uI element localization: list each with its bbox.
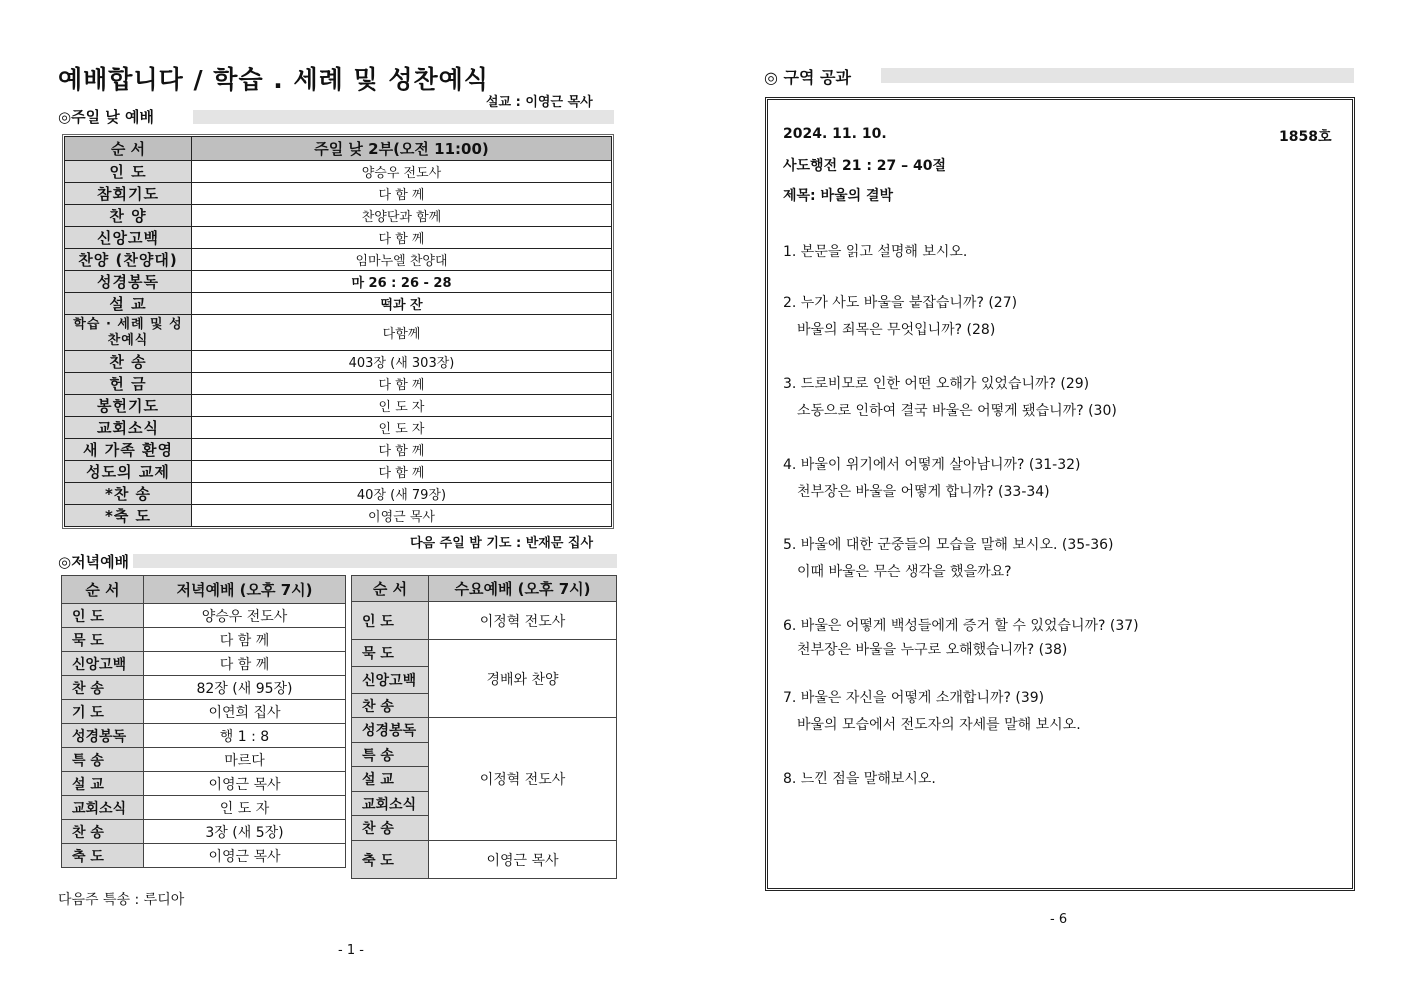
question-subitem: 천부장은 바울을 누구로 오해했습니까? (38) xyxy=(797,642,1068,658)
question-subitem: 이때 바울은 무슨 생각을 했을까요? xyxy=(797,564,1012,580)
order-item-label: 인 도 xyxy=(352,602,429,640)
table-row xyxy=(62,724,346,748)
table-row xyxy=(65,293,612,315)
order-item-label: 인 도 xyxy=(65,161,192,183)
order-item-value: 마 26 : 26 - 28 xyxy=(192,271,612,293)
order-item-label: 성경봉독 xyxy=(352,718,429,743)
order-item-value: 다 함 께 xyxy=(144,652,346,676)
order-item-label: 참회기도 xyxy=(65,183,192,205)
question-item: 8. 느낀 점을 말해보시오. xyxy=(783,771,936,787)
order-item-value: 다 함 께 xyxy=(144,628,346,652)
order-item-label: 찬양 (찬양대) xyxy=(65,249,192,271)
order-item-label: 성경봉독 xyxy=(62,724,144,748)
question-item: 4. 바울이 위기에서 어떻게 살아남니까? (31-32) xyxy=(783,457,1081,473)
table-row xyxy=(65,351,612,373)
table-row xyxy=(65,183,612,205)
table-row xyxy=(65,505,612,527)
wednesday-service-table xyxy=(351,575,617,879)
sunday-service-table xyxy=(64,136,612,527)
column-header-service: 주일 낮 2부(오전 11:00) xyxy=(192,137,612,161)
order-item-label: 축 도 xyxy=(62,844,144,868)
order-item-value: 찬양단과 함께 xyxy=(192,205,612,227)
order-item-value: 마르다 xyxy=(144,748,346,772)
table-header-row xyxy=(62,576,346,604)
column-header-order: 순 서 xyxy=(62,576,144,604)
order-item-value: 다 함 께 xyxy=(192,183,612,205)
order-item-label: 봉헌기도 xyxy=(65,395,192,417)
page-number: - 6 xyxy=(1050,912,1068,927)
order-item-label: 신앙고백 xyxy=(62,652,144,676)
order-item-value: 403장 (새 303장) xyxy=(192,351,612,373)
order-item-label: 찬 송 xyxy=(62,676,144,700)
table-row xyxy=(62,844,346,868)
lesson-subject: 제목: 바울의 결박 xyxy=(783,188,894,204)
section-divider-bar xyxy=(193,110,614,124)
order-item-label: 찬 송 xyxy=(352,816,429,841)
order-item-label: 묵 도 xyxy=(62,628,144,652)
order-item-value: 인 도 자 xyxy=(192,417,612,439)
order-item-value: 인 도 자 xyxy=(144,796,346,820)
table-row xyxy=(65,161,612,183)
page-number: - 1 - xyxy=(338,943,364,958)
evening-service-table xyxy=(61,575,346,868)
order-item-label: 헌 금 xyxy=(65,373,192,395)
table-row xyxy=(65,315,612,351)
order-item-value: 이영근 목사 xyxy=(144,772,346,796)
column-header-order: 순 서 xyxy=(352,576,429,602)
order-item-label: 축 도 xyxy=(352,841,429,879)
question-item: 3. 드로비모로 인한 어떤 오해가 있었습니까? (29) xyxy=(783,376,1090,392)
order-item-value: 양승우 전도사 xyxy=(144,604,346,628)
order-item-value: 이연희 집사 xyxy=(144,700,346,724)
next-prayer-note: 다음 주일 밤 기도 : 반재문 집사 xyxy=(410,536,594,551)
table-row xyxy=(65,395,612,417)
order-item-label: 설 교 xyxy=(65,293,192,315)
table-row xyxy=(62,604,346,628)
question-subitem: 소동으로 인하여 결국 바울은 어떻게 됐습니까? (30) xyxy=(797,403,1117,419)
order-item-label: 설 교 xyxy=(62,772,144,796)
order-item-value: 이정혁 전도사 xyxy=(429,718,617,841)
order-item-label: 특 송 xyxy=(62,748,144,772)
order-item-value: 행 1 : 8 xyxy=(144,724,346,748)
table-row xyxy=(62,820,346,844)
sunday-section-heading: ◎주일 낮 예배 xyxy=(58,108,154,126)
order-item-value: 이정혁 전도사 xyxy=(429,602,617,640)
table-row xyxy=(65,205,612,227)
order-item-value: 이영근 목사 xyxy=(429,841,617,879)
order-item-value: 다 함 께 xyxy=(192,373,612,395)
table-row xyxy=(62,772,346,796)
order-item-label: *축 도 xyxy=(65,505,192,527)
order-item-label: 신앙고백 xyxy=(65,227,192,249)
question-item: 6. 바울은 어떻게 백성들에게 증거 할 수 있었습니까? (37) xyxy=(783,618,1139,634)
column-header-service: 수요예배 (오후 7시) xyxy=(429,576,617,602)
next-special-song-note: 다음주 특송 : 루디아 xyxy=(58,892,185,908)
order-item-label: 묵 도 xyxy=(352,640,429,667)
order-item-value: 이영근 목사 xyxy=(192,505,612,527)
order-item-value: 다 함 께 xyxy=(192,227,612,249)
order-item-value: 양승우 전도사 xyxy=(192,161,612,183)
order-item-value: 다 함 께 xyxy=(192,461,612,483)
order-item-value: 3장 (새 5장) xyxy=(144,820,346,844)
table-header-row xyxy=(65,137,612,161)
order-item-label: 성도의 교제 xyxy=(65,461,192,483)
order-item-value: 다함께 xyxy=(192,315,612,351)
order-item-value: 경배와 찬양 xyxy=(429,640,617,718)
preacher-label: 설교 : 이영근 목사 xyxy=(486,95,593,110)
table-row xyxy=(62,652,346,676)
question-subitem: 바울의 죄목은 무엇입니까? (28) xyxy=(797,322,996,338)
table-row xyxy=(65,439,612,461)
cell-lesson-heading: ◎ 구역 공과 xyxy=(764,68,851,87)
table-row xyxy=(65,227,612,249)
order-item-label: 새 가족 환영 xyxy=(65,439,192,461)
order-item-label: 기 도 xyxy=(62,700,144,724)
question-subitem: 천부장은 바울을 어떻게 합니까? (33-34) xyxy=(797,484,1050,500)
issue-number: 1858호 xyxy=(1279,129,1332,145)
order-item-label: 신앙고백 xyxy=(352,667,429,694)
order-item-value: 40장 (새 79장) xyxy=(192,483,612,505)
table-row xyxy=(65,461,612,483)
lesson-scripture: 사도행전 21 : 27 – 40절 xyxy=(783,158,947,174)
table-row xyxy=(62,796,346,820)
section-divider-bar xyxy=(881,68,1354,83)
question-item: 2. 누가 사도 바울을 붙잡습니까? (27) xyxy=(783,295,1018,311)
order-item-label: 교회소식 xyxy=(352,792,429,816)
table-row xyxy=(62,628,346,652)
order-item-label: 특 송 xyxy=(352,743,429,767)
table-row xyxy=(62,748,346,772)
order-item-label: 찬 송 xyxy=(352,694,429,718)
table-row xyxy=(62,700,346,724)
section-divider-bar xyxy=(133,554,617,568)
lesson-frame xyxy=(765,97,1355,891)
table-header-row xyxy=(352,576,617,602)
order-item-label: 성경봉독 xyxy=(65,271,192,293)
page-title: 예배합니다 / 학습 . 세례 및 성찬예식 xyxy=(58,65,489,94)
order-item-label: 찬 양 xyxy=(65,205,192,227)
order-item-value: 다 함 께 xyxy=(192,439,612,461)
table-row xyxy=(62,676,346,700)
table-row xyxy=(352,718,617,743)
order-item-label: *찬 송 xyxy=(65,483,192,505)
column-header-order: 순 서 xyxy=(65,137,192,161)
question-item: 7. 바울은 자신을 어떻게 소개합니까? (39) xyxy=(783,690,1045,706)
order-item-value: 이영근 목사 xyxy=(144,844,346,868)
table-row xyxy=(352,602,617,640)
table-row xyxy=(65,483,612,505)
order-item-value: 임마누엘 찬양대 xyxy=(192,249,612,271)
order-item-label: 교회소식 xyxy=(62,796,144,820)
table-row xyxy=(352,841,617,879)
table-row xyxy=(65,417,612,439)
order-item-label: 찬 송 xyxy=(65,351,192,373)
order-item-label: 학습 · 세례 및 성찬예식 xyxy=(65,315,192,351)
order-item-value: 떡과 잔 xyxy=(192,293,612,315)
column-header-service: 저녁예배 (오후 7시) xyxy=(144,576,346,604)
order-item-label: 설 교 xyxy=(352,767,429,792)
order-item-label: 인 도 xyxy=(62,604,144,628)
evening-section-heading: ◎저녁예배 xyxy=(58,553,130,571)
question-item: 1. 본문을 읽고 설명해 보시오. xyxy=(783,244,968,260)
table-row xyxy=(65,249,612,271)
order-item-value: 82장 (새 95장) xyxy=(144,676,346,700)
question-subitem: 바울의 모습에서 전도자의 자세를 말해 보시오. xyxy=(797,717,1081,733)
order-item-label: 찬 송 xyxy=(62,820,144,844)
table-row xyxy=(352,640,617,667)
order-item-value: 인 도 자 xyxy=(192,395,612,417)
order-item-label: 교회소식 xyxy=(65,417,192,439)
table-row xyxy=(65,271,612,293)
table-row xyxy=(65,373,612,395)
question-item: 5. 바울에 대한 군중들의 모습을 말해 보시오. (35-36) xyxy=(783,537,1114,553)
lesson-date: 2024. 11. 10. xyxy=(783,126,887,142)
